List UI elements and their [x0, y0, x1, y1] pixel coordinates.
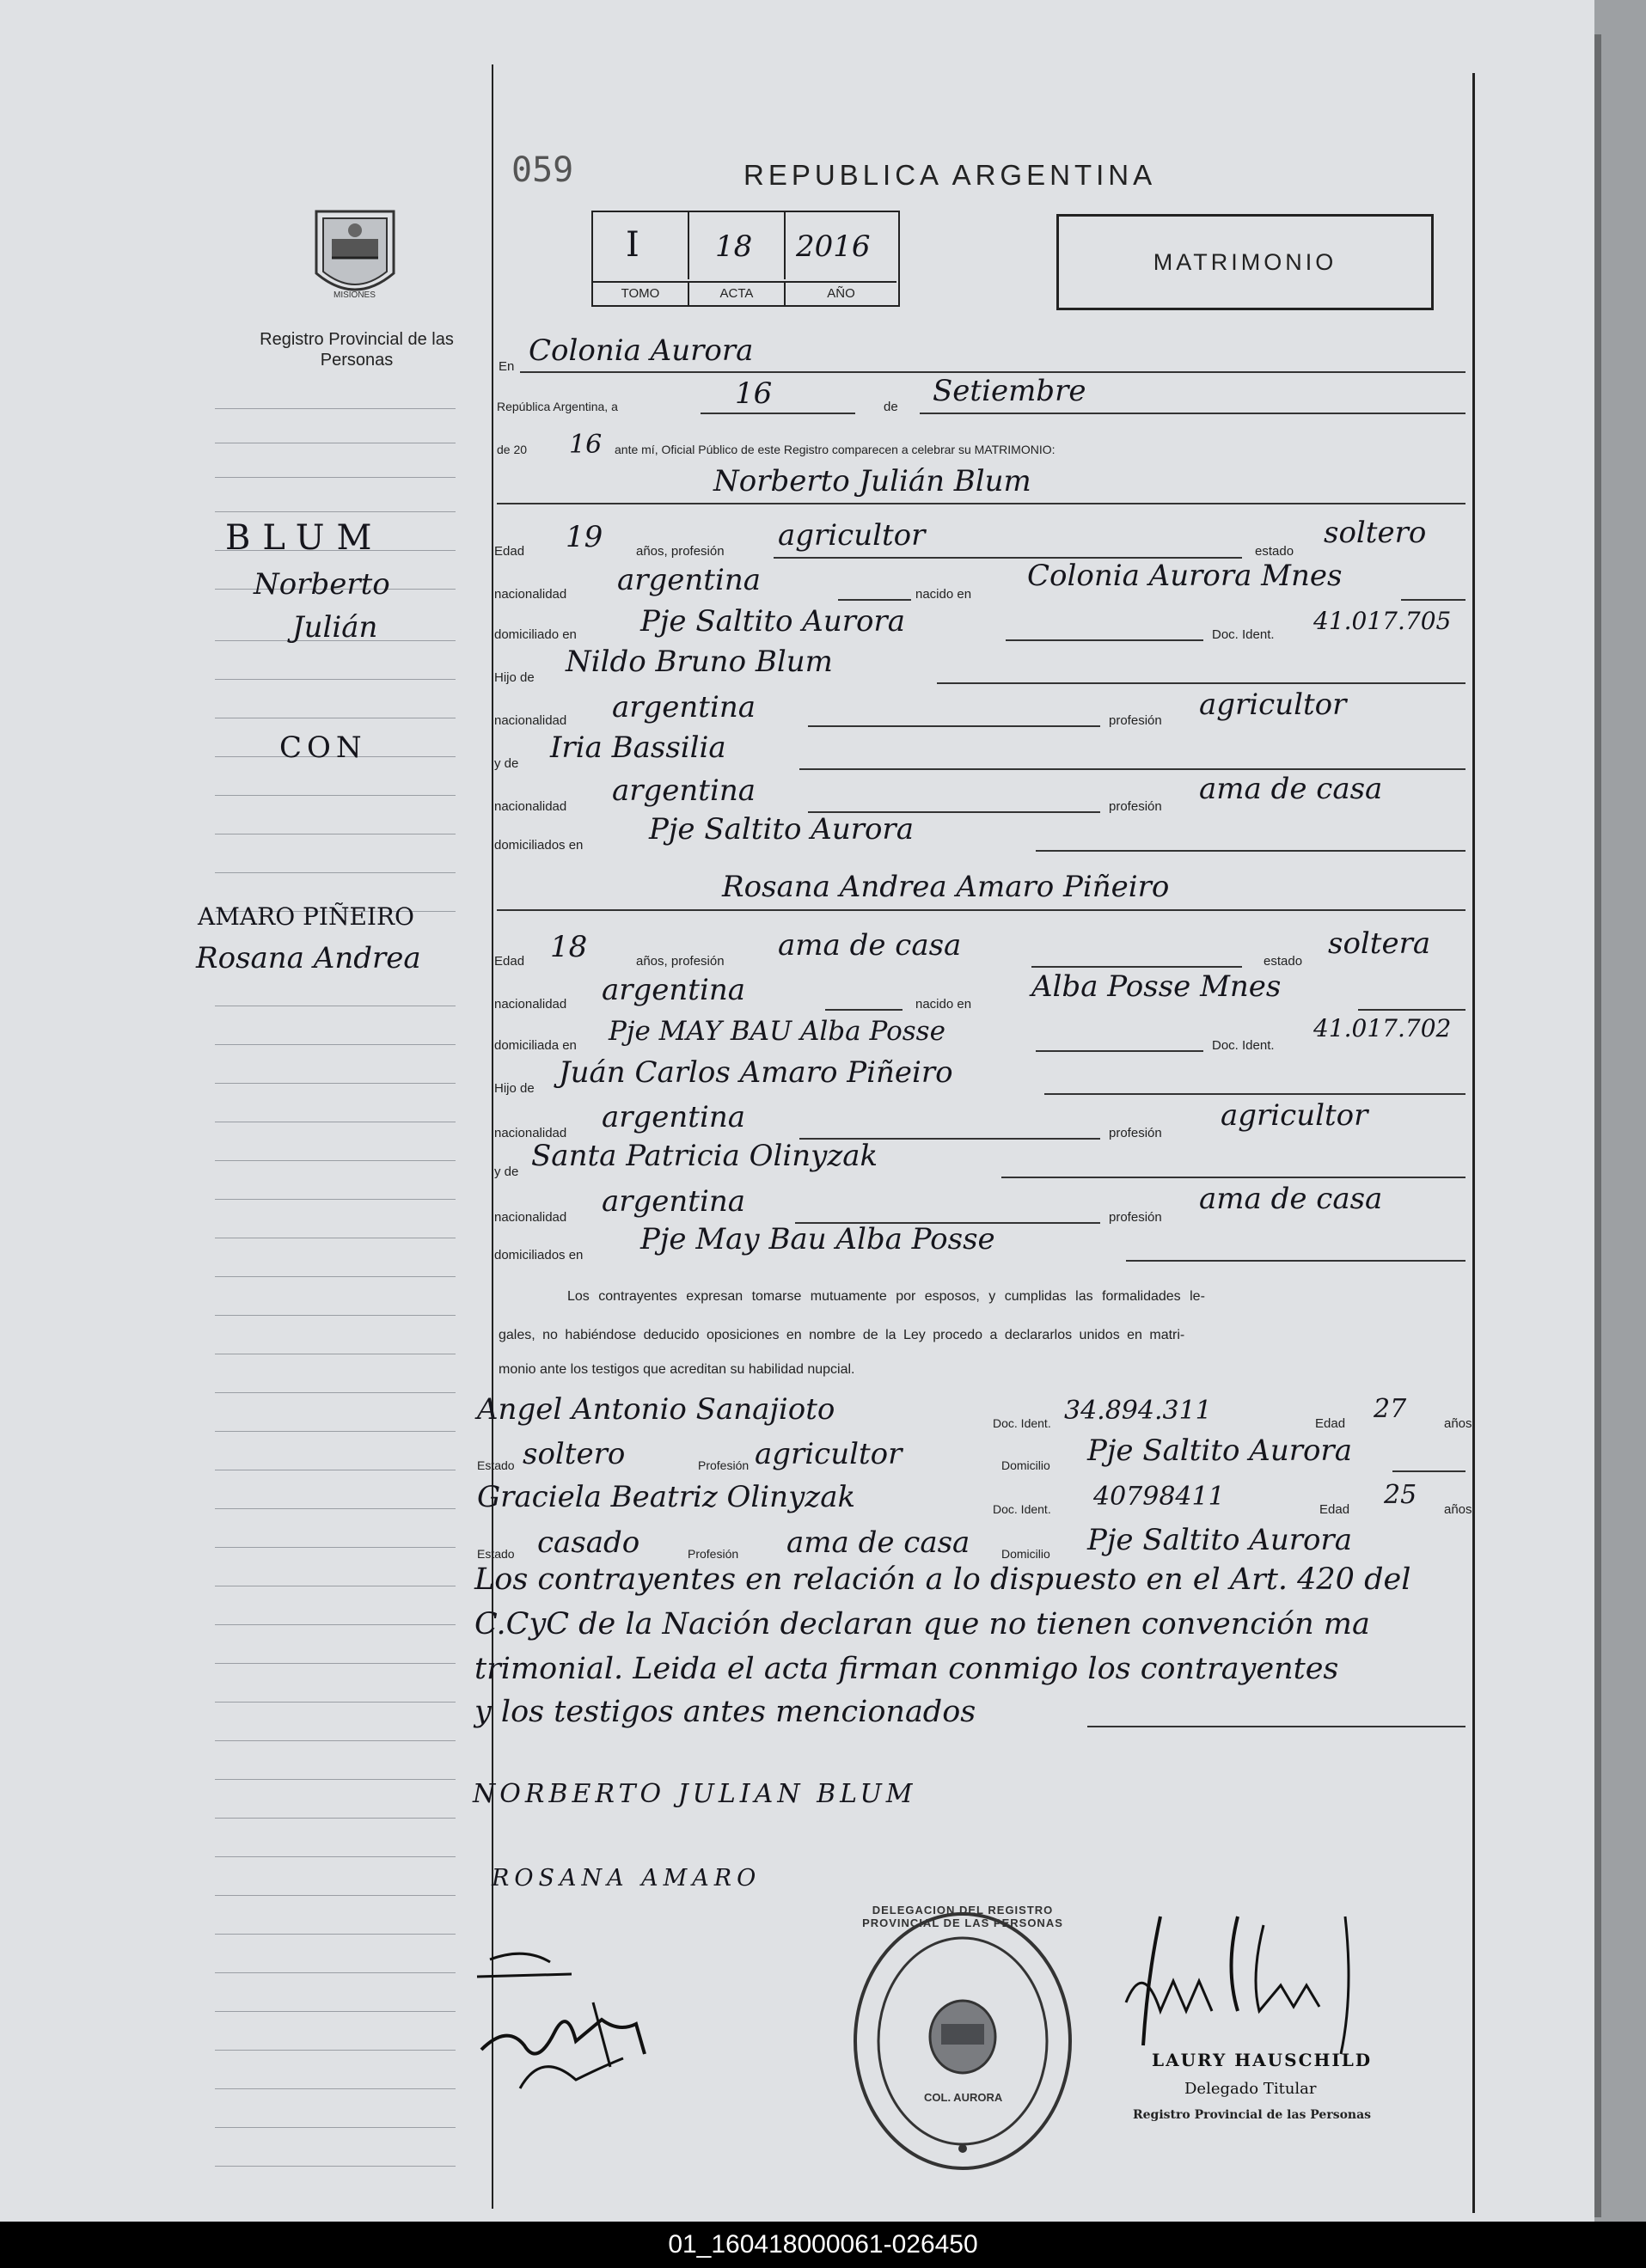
witness2-name: Graciela Beatriz Olinyzak — [477, 1480, 856, 1514]
witness1-anios-label: años — [1444, 1416, 1472, 1431]
groom-domiciliado-label: domiciliado en — [494, 627, 577, 642]
bride-domicile: Pje MAY BAU Alba Posse — [609, 1016, 945, 1047]
witness2-prof-label: Profesión — [688, 1547, 739, 1561]
place-value: Colonia Aurora — [529, 333, 754, 368]
acta-value: 18 — [715, 229, 753, 264]
groom-hijo-label: Hijo de — [494, 670, 535, 685]
witness2-profession: ama de casa — [786, 1525, 970, 1560]
bride-parents-domicile: Pje May Bau Alba Posse — [640, 1222, 995, 1256]
bride-father-prof: agricultor — [1221, 1098, 1368, 1133]
notes-line-4: y los testigos antes mencionados — [474, 1695, 976, 1729]
official-signature — [1109, 1908, 1392, 2063]
province-seal — [308, 205, 402, 308]
bride-mother-nat: argentina — [602, 1184, 746, 1219]
stamp-text: DELEGACION DEL REGISTRO PROVINCIAL DE LAS PERSONAS — [862, 1904, 1063, 1929]
groom-mother-nat-label: nacionalidad — [494, 799, 567, 814]
bride-nationality: argentina — [602, 973, 746, 1007]
anio-value: 2016 — [796, 229, 871, 264]
bride-hijo-label: Hijo de — [494, 1081, 535, 1096]
body-line-2: gales, no habiéndose deducido oposiciones en nombre de la Ley procedo a declararlos unidos en matri- — [499, 1328, 1185, 1342]
groom-mother: Iria Bassilia — [550, 731, 726, 765]
year-suffix: 16 — [569, 430, 603, 460]
official-stamp — [847, 1904, 1079, 2179]
intro-text: ante mí, Oficial Público de este Registro comparecen a celebrar su MATRIMONIO: — [615, 443, 1056, 456]
act-type-box: MATRIMONIO — [1056, 214, 1434, 310]
witness2-estado-label: Estado — [477, 1547, 515, 1561]
official-name: LAURY HAUSCHILD — [1152, 2050, 1373, 2070]
margin-bride-surname: AMARO PIÑEIRO — [198, 902, 414, 931]
bride-name: Rosana Andrea Amaro Piñeiro — [722, 870, 1170, 904]
year-prefix: de 20 — [497, 443, 528, 456]
margin-groom-name2: Julián — [292, 610, 378, 645]
anio-label: AÑO — [786, 281, 896, 305]
groom-name: Norberto Julián Blum — [713, 464, 1031, 498]
bride-domiciliada-label: domiciliada en — [494, 1038, 577, 1053]
bride-doc: 41.017.702 — [1313, 1014, 1452, 1042]
notes-line-3: trimonial. Leida el acta firman conmigo los contrayentes — [474, 1652, 1339, 1686]
witness1-status: soltero — [523, 1437, 626, 1471]
witness1-domicile: Pje Saltito Aurora — [1087, 1434, 1352, 1468]
acta-label: ACTA — [689, 281, 786, 305]
margin-bride-names: Rosana Andrea — [196, 941, 421, 975]
right-frame-line — [1472, 73, 1475, 2213]
bride-age: 18 — [550, 930, 588, 964]
witness2-status: casado — [537, 1525, 640, 1560]
witness2-edad-label: Edad — [1319, 1502, 1350, 1517]
bride-profession: ama de casa — [778, 928, 962, 963]
bride-nacido-label: nacido en — [915, 997, 972, 1012]
bride-father-nat: argentina — [602, 1100, 746, 1134]
bride-mother: Santa Patricia Olinyzak — [531, 1139, 878, 1173]
bride-nacionalidad-label: nacionalidad — [494, 997, 567, 1012]
witness1-name: Angel Antonio Sanajioto — [477, 1392, 835, 1427]
bride-mother-nat-label: nacionalidad — [494, 1210, 567, 1225]
groom-domiciliados-label: domiciliados en — [494, 838, 584, 853]
groom-mother-prof-label: profesión — [1109, 799, 1162, 814]
bride-estado-label: estado — [1264, 954, 1303, 969]
groom-father-prof-label: profesión — [1109, 713, 1162, 728]
groom-age: 19 — [566, 520, 603, 554]
file-id-footer: 01_160418000061-026450 — [0, 2222, 1646, 2268]
witness2-doc: 40798411 — [1093, 1482, 1225, 1512]
witness1-doc: 34.894.311 — [1064, 1396, 1212, 1426]
groom-profession: agricultor — [778, 518, 926, 553]
witness1-profession: agricultor — [755, 1437, 903, 1471]
witness-signatures — [473, 1938, 688, 2118]
groom-doc-label: Doc. Ident. — [1212, 627, 1275, 642]
witness1-age: 27 — [1374, 1394, 1407, 1424]
margin-groom-name1: Norberto — [254, 567, 390, 602]
book-binding — [1594, 0, 1646, 2222]
witness2-doc-label: Doc. Ident. — [993, 1502, 1051, 1516]
bride-yde-label: y de — [494, 1165, 519, 1179]
body-line-1: Los contrayentes expresan tomarse mutuamente por esposos, y cumplidas las formalidades le- — [567, 1289, 1205, 1304]
bride-signature: ROSANA AMARO — [492, 1865, 762, 1892]
witness1-domicilio-label: Domicilio — [1001, 1458, 1050, 1472]
bride-edad-label: Edad — [494, 954, 525, 969]
groom-father-nat: argentina — [612, 690, 756, 724]
witness2-anios-label: años — [1444, 1502, 1472, 1517]
witness2-domicile: Pje Saltito Aurora — [1087, 1523, 1352, 1557]
witness2-age: 25 — [1384, 1480, 1417, 1510]
groom-born: Colonia Aurora Mnes — [1027, 559, 1343, 593]
bride-father: Juán Carlos Amaro Piñeiro — [559, 1055, 953, 1090]
seal-label: MISIONES — [333, 290, 376, 300]
notes-line-2: C.CyC de la Nación declaran que no tienen convención ma — [474, 1607, 1370, 1641]
bride-mother-prof: ama de casa — [1199, 1182, 1383, 1216]
bride-anios-label: años, profesión — [636, 954, 725, 969]
tomo-value: I — [626, 225, 639, 265]
bride-domiciliados-label: domiciliados en — [494, 1248, 584, 1262]
groom-status: soltero — [1324, 516, 1427, 550]
groom-yde-label: y de — [494, 756, 519, 771]
bride-born: Alba Posse Mnes — [1031, 969, 1282, 1004]
day-value: 16 — [735, 376, 773, 411]
groom-domicile: Pje Saltito Aurora — [640, 604, 905, 639]
country-title: REPUBLICA ARGENTINA — [743, 159, 1157, 191]
groom-anios-label: años, profesión — [636, 544, 725, 559]
witness1-prof-label: Profesión — [698, 1458, 750, 1472]
act-id-box — [591, 211, 900, 307]
witness1-doc-label: Doc. Ident. — [993, 1416, 1051, 1430]
notes-line-1: Los contrayentes en relación a lo dispuesto en el Art. 420 del — [474, 1562, 1411, 1597]
groom-nacionalidad-label: nacionalidad — [494, 587, 567, 602]
witness2-domicilio-label: Domicilio — [1001, 1547, 1050, 1561]
groom-nationality: argentina — [617, 563, 762, 597]
groom-father: Nildo Bruno Blum — [566, 645, 833, 679]
bride-doc-label: Doc. Ident. — [1212, 1038, 1275, 1053]
groom-mother-prof: ama de casa — [1199, 772, 1383, 806]
official-org: Registro Provincial de las Personas — [1133, 2108, 1372, 2122]
stamp-place: COL. AURORA — [924, 2091, 1003, 2104]
groom-doc: 41.017.705 — [1313, 607, 1452, 635]
official-title: Delegado Titular — [1184, 2080, 1317, 2098]
groom-signature: NORBERTO JULIAN BLUM — [473, 1779, 917, 1809]
groom-nacido-label: nacido en — [915, 587, 972, 602]
groom-parents-domicile: Pje Saltito Aurora — [649, 812, 914, 847]
groom-edad-label: Edad — [494, 544, 525, 559]
bride-father-nat-label: nacionalidad — [494, 1126, 567, 1140]
groom-mother-nat: argentina — [612, 773, 756, 808]
bride-mother-prof-label: profesión — [1109, 1210, 1162, 1225]
witness1-estado-label: Estado — [477, 1458, 515, 1472]
tomo-label: TOMO — [593, 281, 689, 305]
bride-father-prof-label: profesión — [1109, 1126, 1162, 1140]
month-value: Setiembre — [933, 374, 1086, 408]
groom-father-prof: agricultor — [1199, 688, 1347, 722]
groom-estado-label: estado — [1255, 544, 1294, 559]
de-label: de — [884, 400, 898, 414]
margin-con: CON — [279, 731, 367, 765]
registry-name: Registro Provincial de las Personas — [260, 330, 454, 370]
page-number: 059 — [511, 150, 574, 190]
body-line-3: monio ante los testigos que acreditan su habilidad nupcial. — [499, 1362, 855, 1377]
margin-groom-surname: BLUM — [225, 518, 384, 558]
witness1-edad-label: Edad — [1315, 1416, 1346, 1431]
groom-father-nat-label: nacionalidad — [494, 713, 567, 728]
republic-label: República Argentina, a — [497, 400, 618, 413]
bride-status: soltera — [1328, 926, 1431, 961]
en-label: En — [499, 359, 515, 374]
